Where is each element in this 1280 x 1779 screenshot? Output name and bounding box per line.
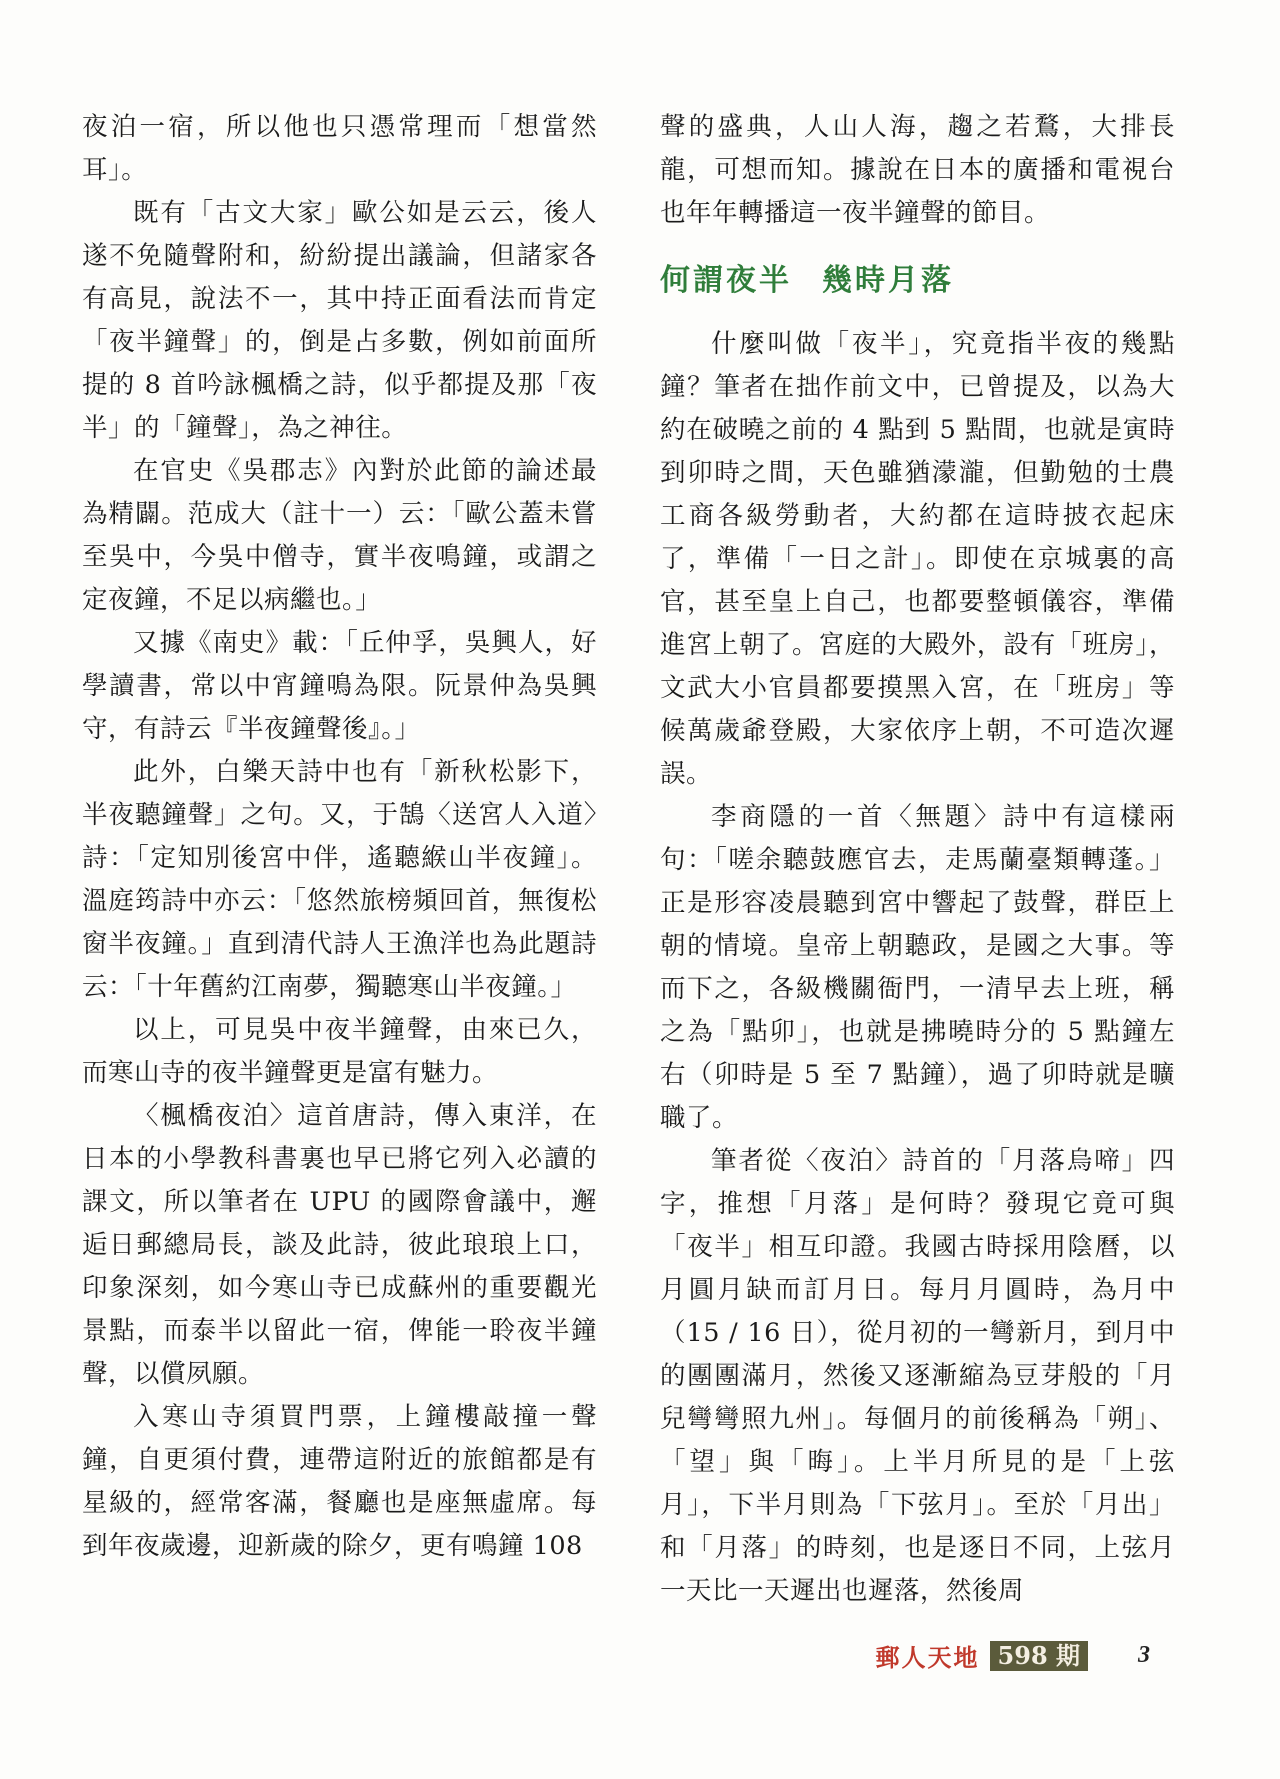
paragraph: 以上，可見吳中夜半鐘聲，由來已久，而寒山寺的夜半鐘聲更是富有魅力。	[82, 1015, 597, 1088]
paragraph: 此外，白樂天詩中也有「新秋松影下，半夜聽鐘聲」之句。又，于鵠〈送宮人入道〉詩：「定知別後宮中伴，遙聽緱山半夜鐘」。溫庭筠詩中亦云：「悠然旅榜頻回首，無復松窗半夜鐘。」直到清代詩人王漁洋也為此題詩云：「十年舊約江南夢，獨聽寒山半夜鐘。」	[82, 757, 597, 1002]
paragraph: 筆者從〈夜泊〉詩首的「月落烏啼」四字，推想「月落」是何時？發現它竟可與「夜半」相互印證。我國古時採用陰曆，以月圓月缺而訂月日。每月月圓時，為月中（15 / 16 日），從月初的一彎新月，到月中的團團滿月，然後又逐漸縮為豆芽般的「月兒彎彎照九州」。每個月的前後稱為「朔」、「望」與「晦」。上半月所見的是「上弦月」，下半月則為「下弦月」。至於「月出」和「月落」的時刻，也是逐日不同，上弦月一天比一天遲出也遲落，然後周	[660, 1146, 1175, 1606]
paragraph: 入寒山寺須買門票，上鐘樓敲撞一聲鐘，自更須付費，連帶這附近的旅館都是有星級的，經常客滿，餐廳也是座無虛席。每到年夜歲邊，迎新歲的除夕，更有鳴鐘 108	[82, 1402, 597, 1561]
issue-badge: 598 期	[990, 1641, 1088, 1671]
paragraph: 聲的盛典，人山人海，趨之若鶩，大排長龍，可想而知。據說在日本的廣播和電視台也年年轉播這一夜半鐘聲的節目。	[660, 112, 1175, 228]
paragraph: 李商隱的一首〈無題〉詩中有這樣兩句：「嗟余聽鼓應官去，走馬蘭臺類轉蓬。」正是形容凌晨聽到宮中響起了鼓聲，群臣上朝的情境。皇帝上朝聽政，是國之大事。等而下之，各級機關衙門，一清早去上班，稱之為「點卯」，也就是拂曉時分的 5 點鐘左右（卯時是 5 至 7 點鐘），過了卯時就是曠職了。	[660, 802, 1175, 1133]
paragraph: 夜泊一宿，所以他也只憑常理而「想當然耳」。	[82, 112, 597, 185]
page-footer	[876, 1638, 1150, 1673]
paragraph: 什麼叫做「夜半」，究竟指半夜的幾點鐘？筆者在拙作前文中，已曾提及，以為大約在破曉之前的 4 點到 5 點間，也就是寅時到卯時之間，天色雖猶濛瀧，但勤勉的士農工商各級勞動者，大約都在這時披衣起床了，準備「一日之計」。即使在京城裏的高官，甚至皇上自己，也都要整頓儀容，準備進宮上朝了。宮庭的大殿外，設有「班房」，文武大小官員都要摸黑入宮，在「班房」等候萬歲爺登殿，大家依序上朝，不可造次遲誤。	[660, 329, 1175, 789]
paragraph: 既有「古文大家」歐公如是云云，後人遂不免隨聲附和，紛紛提出議論，但諸家各有高見，說法不一，其中持正面看法而肯定「夜半鐘聲」的，倒是占多數，例如前面所提的 8 首吟詠楓橋之詩，似乎都提及那「夜半」的「鐘聲」，為之神往。	[82, 198, 597, 443]
paragraph: 又據《南史》載：「丘仲孚，吳興人，好學讀書，常以中宵鐘鳴為限。阮景仲為吳興守，有詩云『半夜鐘聲後』。」	[82, 628, 597, 744]
section-heading-part-2: 幾時月落	[822, 263, 954, 298]
left-column	[82, 106, 597, 1568]
paragraph: 〈楓橋夜泊〉這首唐詩，傳入東洋，在日本的小學教科書裏也早已將它列入必讀的課文，所以筆者在 UPU 的國際會議中，邂逅日郵總局長，談及此詩，彼此琅琅上口，印象深刻，如今寒山寺已成蘇州的重要觀光景點，而泰半以留此一宿，俾能一聆夜半鐘聲，以償夙願。	[82, 1101, 597, 1389]
right-column	[660, 106, 1175, 1613]
page-number: 3	[1138, 1642, 1150, 1668]
paragraph: 在官史《吳郡志》內對於此節的論述最為精闢。范成大（註十一）云：「歐公蓋未嘗至吳中，今吳中僧寺，實半夜鳴鐘，或謂之定夜鐘，不足以病繼也。」	[82, 456, 597, 615]
magazine-brand: 郵人天地	[875, 1643, 980, 1672]
section-heading	[660, 261, 1175, 301]
section-heading-part-1: 何謂夜半	[660, 263, 792, 298]
